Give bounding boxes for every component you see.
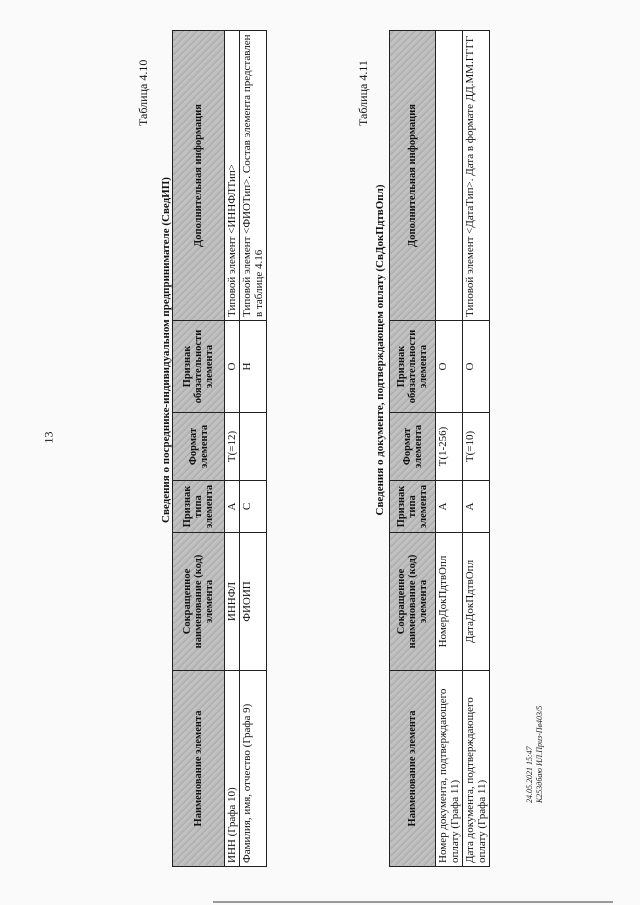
table-cell: T(=12) — [225, 413, 240, 481]
column-header: Дополнительная информация — [173, 31, 225, 321]
table-cell: ИННФЛ — [225, 533, 240, 671]
table-cell: Типовой элемент <ИННФЛТип> — [225, 31, 240, 321]
column-header: Сокращенное наименование (код) элемента — [173, 533, 225, 671]
table-cell: А — [225, 481, 240, 533]
table-4-11 — [389, 30, 490, 867]
table-cell: О — [463, 321, 490, 413]
column-header: Признак обязательности элемента — [173, 321, 225, 413]
table-header-row — [173, 31, 225, 867]
table-cell: О — [436, 321, 463, 413]
table-cell: А — [436, 481, 463, 533]
table-cell: С — [240, 481, 267, 533]
table-cell — [436, 31, 463, 321]
table-cell: Фамилия, имя, отчество (Графа 9) — [240, 671, 267, 867]
table-row — [463, 31, 490, 867]
table-row — [436, 31, 463, 867]
table-label-4-11: Таблица 4.11 — [356, 60, 370, 126]
table-cell: T(1-256) — [436, 413, 463, 481]
column-header: Признак обязательности элемента — [390, 321, 436, 413]
page-number: 13 — [41, 431, 56, 444]
table-cell: ФИОИП — [240, 533, 267, 671]
table-caption-4-10: Сведения о посреднике-индивидуальном предпринимателе (СведИП) — [160, 177, 172, 523]
table-cell: Номер документа, подтверждающего оплату (Графа 11) — [436, 671, 463, 867]
column-header: Наименование элемента — [390, 671, 436, 867]
column-header: Формат элемента — [173, 413, 225, 481]
table-cell: ИНН (Графа 10) — [225, 671, 240, 867]
table-cell: Типовой элемент <ДатаТип>. Дата в формате ДД.ММ.ГГГГ — [463, 31, 490, 321]
table-cell: Дата документа, подтверждающего оплату (Графа 11) — [463, 671, 490, 867]
footnote-timestamp: 24.05.2021 15:47 — [525, 746, 534, 803]
column-header: Формат элемента — [390, 413, 436, 481]
table-header-row — [390, 31, 436, 867]
table-cell: А — [463, 481, 490, 533]
table-cell: T(=10) — [463, 413, 490, 481]
table-4-11-wrapper — [389, 30, 490, 867]
table-cell — [240, 413, 267, 481]
table-cell: Н — [240, 321, 267, 413]
table-row — [240, 31, 267, 867]
table-4-10-wrapper — [172, 30, 267, 867]
table-cell: НомерДокПдтвОпл — [436, 533, 463, 671]
table-4-10 — [172, 30, 267, 867]
table-cell: О — [225, 321, 240, 413]
table-caption-4-11: Сведения о документе, подтверждающем оплату (СвДокПдтвОпл) — [374, 184, 386, 516]
footnote-signature: К253дбаю ИЛ.Приз-Пв403/5 — [535, 705, 544, 803]
scan-edge-line — [213, 901, 613, 903]
table-row — [225, 31, 240, 867]
column-header: Сокращенное наименование (код) элемента — [390, 533, 436, 671]
column-header: Дополнительная информация — [390, 31, 436, 321]
document-footnote — [525, 603, 545, 803]
table-cell: ДатаДокПдтвОпл — [463, 533, 490, 671]
table-label-4-10: Таблица 4.10 — [136, 59, 150, 126]
column-header: Наименование элемента — [173, 671, 225, 867]
table-cell: Типовой элемент <ФИОТип>. Состав элемента представлен в таблице 4.16 — [240, 31, 267, 321]
column-header: Признак типа элемента — [390, 481, 436, 533]
column-header: Признак типа элемента — [173, 481, 225, 533]
